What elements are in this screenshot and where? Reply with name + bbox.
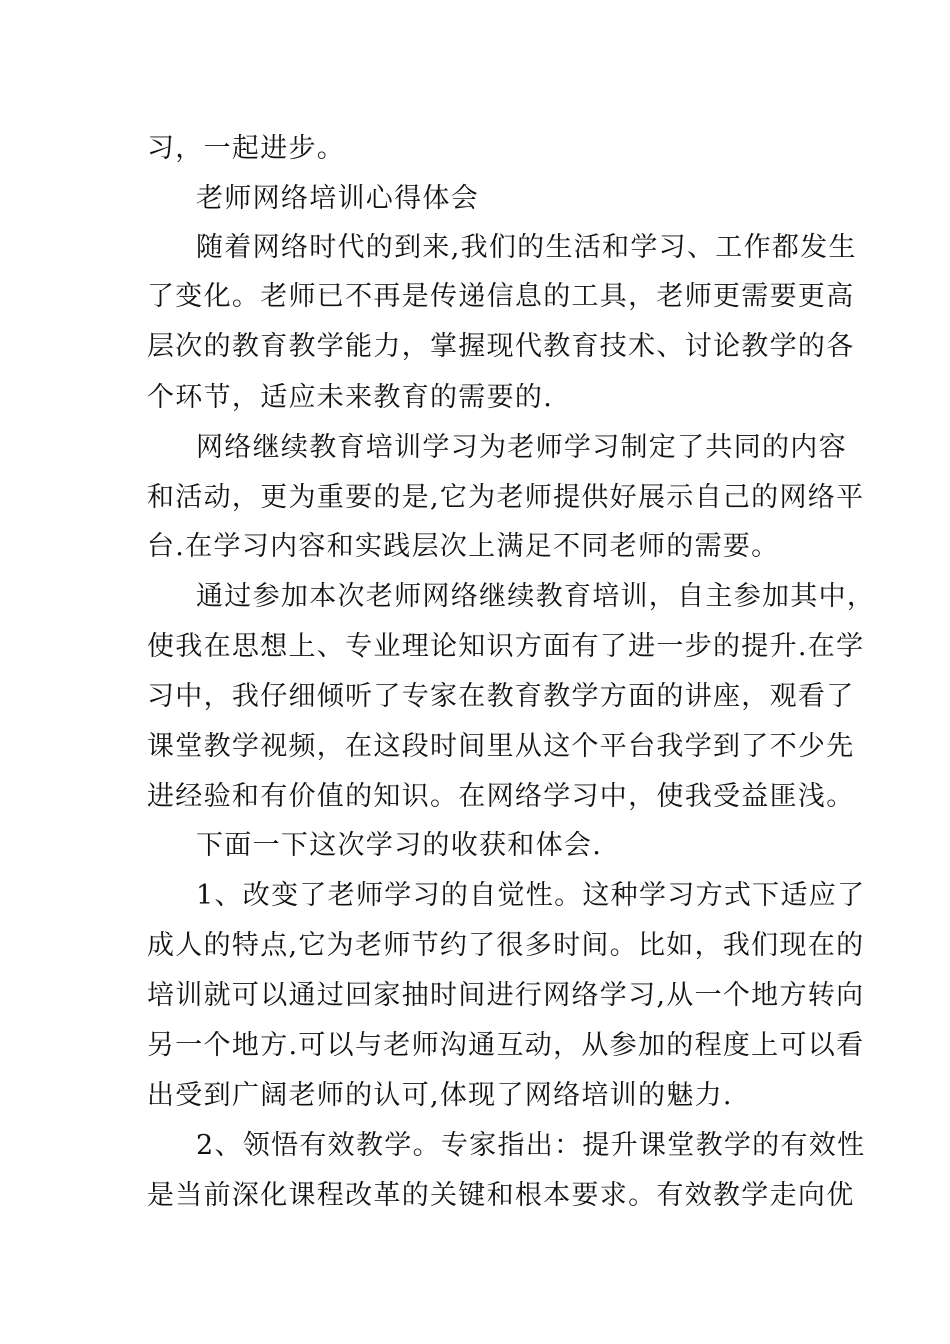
- text-line: 习，一起进步。: [147, 133, 346, 164]
- text-line: 通过参加本次老师网络继续教育培训，自主参加其中，: [196, 581, 876, 612]
- section-title: 老师网络培训心得体会: [196, 183, 479, 214]
- text-line: 习中，我仔细倾听了专家在教育教学方面的讲座，观看了: [147, 681, 855, 712]
- text-line: 课堂教学视频，在这段时间里从这个平台我学到了不少先: [147, 731, 855, 762]
- text-line: 和活动，更为重要的是,它为老师提供好展示自己的网络平: [147, 482, 865, 513]
- text-line: 培训就可以通过回家抽时间进行网络学习,从一个地方转向: [147, 980, 865, 1011]
- text-line: 进经验和有价值的知识。在网络学习中，使我受益匪浅。: [147, 781, 855, 812]
- text-line: 个环节，适应未来教育的需要的.: [147, 382, 554, 413]
- text-line: 2、领悟有效教学。专家指出：提升课堂教学的有效性: [196, 1130, 866, 1161]
- text-line: 网络继续教育培训学习为老师学习制定了共同的内容: [196, 432, 847, 463]
- text-line: 是当前深化课程改革的关键和根本要求。有效教学走向优: [147, 1180, 855, 1211]
- text-line: 层次的教育教学能力，掌握现代教育技术、讨论教学的各: [147, 331, 855, 362]
- text-line: 1、改变了老师学习的自觉性。这种学习方式下适应了: [196, 880, 866, 911]
- text-line: 了变化。老师已不再是传递信息的工具，老师更需要更高: [147, 281, 855, 312]
- text-line: 使我在思想上、专业理论知识方面有了进一步的提升.在学: [147, 631, 865, 662]
- text-line: 台.在学习内容和实践层次上满足不同老师的需要。: [147, 531, 780, 562]
- text-line: 下面一下这次学习的收获和体会.: [196, 830, 603, 861]
- text-line: 随着网络时代的到来,我们的生活和学习、工作都发生: [196, 232, 857, 263]
- text-line: 另一个地方.可以与老师沟通互动，从参加的程度上可以看: [147, 1030, 865, 1061]
- text-line: 出受到广阔老师的认可,体现了网络培训的魅力.: [147, 1080, 733, 1111]
- text-line: 成人的特点,它为老师节约了很多时间。比如，我们现在的: [147, 930, 865, 961]
